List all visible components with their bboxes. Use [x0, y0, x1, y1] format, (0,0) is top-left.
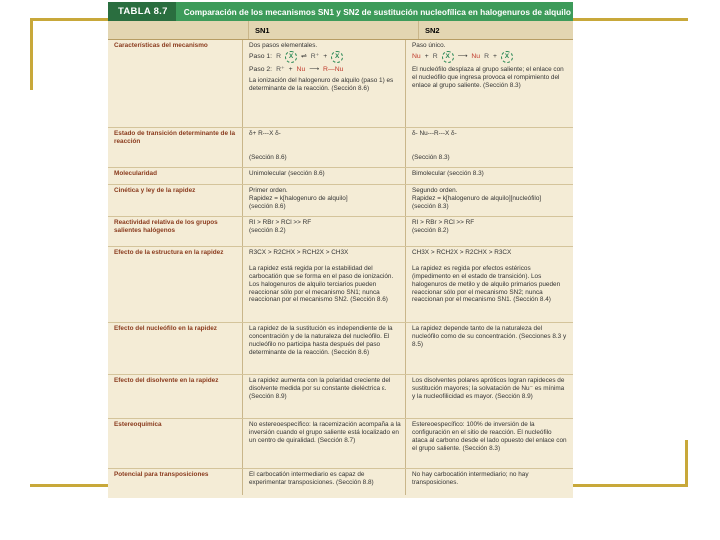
row-label: Efecto de la estructura en la rapidez — [114, 249, 224, 256]
table-row — [108, 185, 573, 217]
sn1-step2-equation — [249, 66, 401, 74]
column-header-row — [108, 21, 573, 40]
sn1-step1-equation — [249, 51, 401, 63]
row-label: Características del mecanismo — [114, 42, 208, 49]
sn2-intro: Paso único. — [412, 42, 446, 49]
reaction-arrow-icon: ⟶ — [309, 65, 319, 73]
sn2-plus: + — [424, 52, 429, 60]
sn1-mechanism-note: La ionización del halogenuro de alquilo (paso 1) es determinante de la reacción. (Sección 8.6) — [249, 76, 394, 92]
cell-sn2: RI > RBr > RCl >> RF (sección 8.2) — [405, 217, 573, 246]
row-label: Cinética y ley de la rapidez — [114, 187, 196, 194]
sn1-step1-x: X — [285, 51, 297, 63]
table-row — [108, 323, 573, 375]
table-row — [108, 375, 573, 419]
row-label: Efecto del nucleófilo en la rapidez — [114, 325, 217, 332]
sn2-nucleophile: Nu — [412, 52, 421, 60]
cell-sn2: Segundo orden. Rapidez = k[halogenuro de alquilo][nucleófilo] (sección 8.3) — [405, 185, 573, 216]
table-row — [108, 247, 573, 323]
sn2-leaving: X — [501, 51, 513, 63]
reaction-arrow-icon: ⟶ — [457, 52, 468, 60]
cell-sn1: El carbocatión intermediario es capaz de experimentar transposiciones. (Sección 8.8) — [242, 469, 405, 495]
cell-sn2: Estereoespecífico: 100% de inversión de la configuración en el sitio de reacción. El nucleófilo ataca al carbono desde el lado opuesto del enlace con el grupo saliente. (Sección 8.3) — [405, 419, 573, 468]
sn2-mechanism-note: El nucleófilo desplaza al grupo saliente; el enlace con el nucleófilo que ingresa provoca el rompimiento del enlace al grupo saliente. (Sección 8.3) — [412, 65, 564, 89]
row-label: Potencial para transposiciones — [114, 471, 209, 478]
sn1-step2-label: Paso 2: — [249, 65, 273, 73]
equilibrium-arrow-icon: ⇌ — [300, 52, 307, 60]
row-label: Estereoquímica — [114, 421, 162, 428]
sn2-equation — [412, 51, 569, 63]
table-row — [108, 419, 573, 469]
sn2-product-plus: + — [492, 52, 497, 60]
table-row — [108, 128, 573, 168]
cell-sn1: La rapidez de la sustitución es independiente de la concentración y de la naturaleza del nucleófilo. El nucleófilo no participa hasta después del paso determinante de la reacción. (Sección 8.6) — [242, 323, 405, 374]
sn1-step1-label: Paso 1: — [249, 52, 273, 60]
cell-sn1: δ+ R---X δ- (Sección 8.6) — [242, 128, 405, 167]
cell-sn2: No hay carbocatión intermediario; no hay transposiciones. — [405, 469, 573, 495]
cell-sn1: Primer orden. Rapidez = k[halogenuro de alquilo] (sección 8.6) — [242, 185, 405, 216]
table-row-mechanism — [108, 40, 573, 128]
sn1-step2-carbocation: R⁺ — [276, 65, 285, 73]
table-row — [108, 469, 573, 495]
cell-sn1: La rapidez aumenta con la polaridad creciente del disolvente medida por su constante dieléctrica ε. (Sección 8.9) — [242, 375, 405, 418]
sn1-step1-leaving: X — [331, 51, 343, 63]
cell-sn2: δ- Nu---R---X δ- (Sección 8.3) — [405, 128, 573, 167]
column-header-sn1: SN1 — [248, 21, 418, 39]
sn1-step2-nucleophile: Nu — [296, 65, 306, 73]
table-title-bar — [108, 2, 573, 21]
row-label: Reactividad relativa de los grupos salientes halógenos — [114, 219, 218, 234]
row-label: Molecularidad — [114, 170, 157, 177]
cell-sn1: RI > RBr > RCl >> RF (sección 8.2) — [242, 217, 405, 246]
sn1-intro: Dos pasos elementales. — [249, 42, 318, 49]
column-header-sn2: SN2 — [418, 21, 573, 39]
table-number: TABLA 8.7 — [108, 2, 176, 21]
sn2-product-r: R — [484, 52, 489, 60]
sn2-product-nu: Nu — [471, 52, 481, 60]
sn2-x: X — [442, 51, 454, 63]
sn1-step1-r: R — [276, 52, 281, 60]
frame-line-left — [30, 18, 33, 90]
table-row — [108, 217, 573, 247]
column-header-feature — [108, 21, 248, 39]
comparison-table — [108, 2, 573, 498]
cell-sn2-mechanism — [405, 40, 573, 127]
sn1-step2-plus: + — [288, 65, 293, 73]
row-label: Efecto del disolvente en la rapidez — [114, 377, 219, 384]
cell-sn2: La rapidez depende tanto de la naturaleza del nucleófilo como de su concentración. (Secciones 8.3 y 8.5) — [405, 323, 573, 374]
table-row — [108, 168, 573, 185]
sn1-step1-plus: + — [323, 52, 328, 60]
cell-sn1: R3CX > R2CHX > RCH2X > CH3X La rapidez está regida por la estabilidad del carbocatión que se forma en el paso de ionización. Los halogenuros de alquilo terciarios pueden reaccionar sólo por el mecanismo SN1; nunca reaccionan por el mecanismo SN2. (Sección 8.6) — [242, 247, 405, 322]
sn1-step1-carbocation: R⁺ — [310, 52, 320, 60]
row-label: Estado de transición determinante de la reacción — [114, 130, 236, 145]
cell-sn2: CH3X > RCH2X > R2CHX > R3CX La rapidez es regida por efectos estéricos (impedimento en el estado de transición). Los halogenuros de metilo y de alquilo primarios pueden reaccionar sólo por el mecanismo SN2; nunca reaccionan por el mecanismo SN1. (Sección 8.4) — [405, 247, 573, 322]
table-title: Comparación de los mecanismos SN1 y SN2 de sustitución nucleofílica en halogenuros de alquilo — [183, 6, 571, 17]
frame-line-right — [685, 440, 688, 487]
cell-sn1: Unimolecular (sección 8.6) — [242, 168, 405, 184]
cell-sn1-mechanism — [242, 40, 405, 127]
sn1-step2-product: R—Nu — [323, 65, 344, 73]
cell-sn2: Los disolventes polares apróticos logran rapideces de sustitución mayores; la solvatación de Nu⁻ es mínima y la nucleofilicidad es mayor. (Sección 8.9) — [405, 375, 573, 418]
sn2-r: R — [432, 52, 438, 60]
cell-sn2: Bimolecular (sección 8.3) — [405, 168, 573, 184]
cell-sn1: No estereoespecífico: la racemización acompaña a la inversión cuando el grupo saliente está localizado en un centro de quiralidad. (Sección 8.7) — [242, 419, 405, 468]
